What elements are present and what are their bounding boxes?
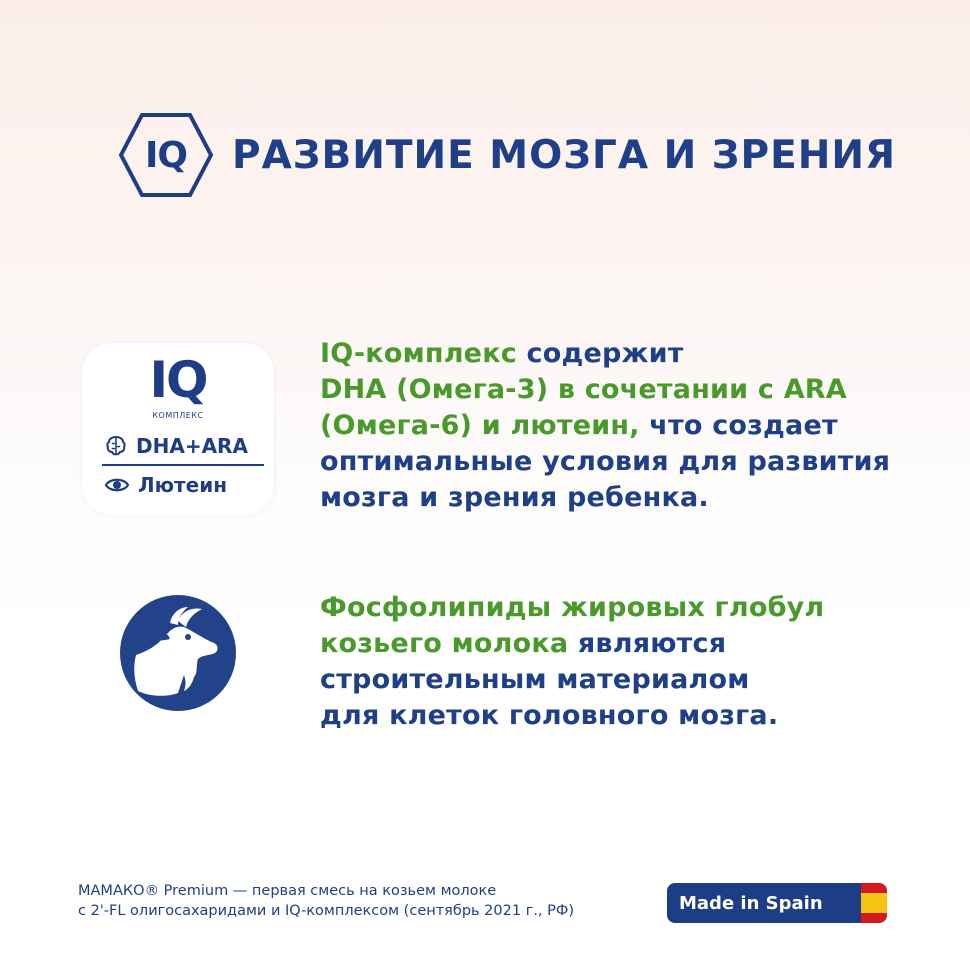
footer-note <box>78 881 574 921</box>
text-highlight: козьего молока <box>320 628 569 659</box>
phospholipids-description <box>320 590 824 734</box>
text-highlight: (Омега-6) и лютеин, <box>320 410 640 441</box>
text-highlight: DHA (Омега-3) в сочетании с ARA <box>320 374 847 405</box>
brain-icon <box>104 434 128 458</box>
eye-icon <box>104 475 130 495</box>
iq-complex-badge <box>82 343 274 515</box>
badge-iq-text: IQ <box>149 351 207 409</box>
made-in-spain-label: Made in Spain <box>679 892 823 914</box>
text-line: оптимальные условия для развития <box>320 446 891 477</box>
footer-line: МАМАКО® Premium — первая смесь на козьем молоке <box>78 883 497 899</box>
page-title: РАЗВИТИЕ МОЗГА И ЗРЕНИЯ <box>232 132 897 178</box>
badge-subtitle: КОМПЛЕКС <box>152 411 204 420</box>
badge-divider <box>102 464 264 466</box>
text-line: строительным материалом <box>320 664 750 695</box>
header <box>118 110 896 200</box>
made-in-spain-badge <box>667 883 887 923</box>
goat-icon <box>118 593 238 713</box>
badge-dha-row <box>104 434 248 458</box>
text-highlight: IQ-комплекс <box>320 338 517 369</box>
badge-dha-label: DHA+ARA <box>136 434 248 458</box>
logo-text: IQ <box>145 134 187 176</box>
text-highlight: Фосфолипиды жировых глобул <box>320 592 825 623</box>
footer-line: с 2'-FL олигосахаридами и IQ-комплексом (сентябрь 2021 г., РФ) <box>78 903 575 919</box>
spain-flag-icon <box>861 883 887 923</box>
badge-lutein-row <box>104 473 227 497</box>
iq-hexagon-logo <box>118 112 214 198</box>
text-line: для клеток головного мозга. <box>320 700 779 731</box>
badge-lutein-label: Лютеин <box>138 473 228 497</box>
text-segment: являются <box>568 628 727 659</box>
text-line: мозга и зрения ребенка. <box>320 482 709 513</box>
iq-complex-description <box>320 336 890 516</box>
text-segment: что создает <box>639 410 838 441</box>
text-segment: содержит <box>516 338 684 369</box>
